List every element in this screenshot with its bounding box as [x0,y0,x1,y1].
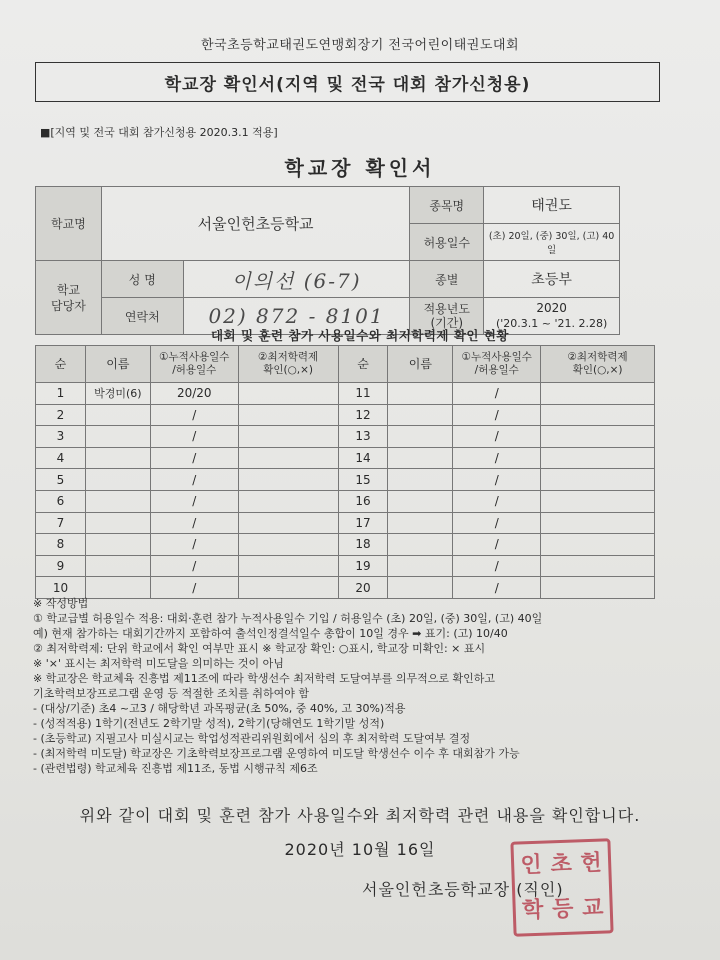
cell-days: / [150,490,238,512]
cell-check [541,447,655,469]
header-name-left: 이름 [85,346,150,383]
cell-check [541,490,655,512]
cell-days: / [150,447,238,469]
cell-check [541,555,655,577]
usage-row [36,404,655,426]
cell-check [238,469,338,491]
note-line: - (대상/기준) 초4 ~고3 / 해당학년 과목평균(초 50%, 중 40%, 고 30%)적용 [33,702,406,715]
form-title-box: 학교장 확인서(지역 및 전국 대회 참가신청용) [35,62,660,102]
cell-name [388,404,453,426]
period-year: 2020 [536,301,567,315]
cell-name [85,469,150,491]
cell-days: / [453,534,541,556]
cell-days: / [453,555,541,577]
cell-name [85,534,150,556]
cell-no: 6 [36,490,86,512]
note-line: - (최저학력 미도달) 학교장은 기초학력보장프로그램 운영하여 미도달 학생선수 이수 후 대회참가 가능 [33,747,520,760]
cell-check [541,534,655,556]
staff-name-value: 이의선 (6-7) [183,261,410,298]
cell-days: / [150,404,238,426]
usage-row [36,490,655,512]
cell-check [238,447,338,469]
cell-name [388,512,453,534]
cell-check [541,426,655,448]
usage-row [36,469,655,491]
cell-name [85,512,150,534]
usage-row [36,512,655,534]
cell-days: / [453,383,541,405]
cell-no: 15 [338,469,388,491]
cell-check [238,404,338,426]
cell-name [388,469,453,491]
cell-check [238,426,338,448]
note-line: 기초학력보장프로그램 운영 등 적절한 조치를 취하여야 함 [33,687,310,700]
cell-no: 14 [338,447,388,469]
seal-char: 교 [581,895,604,922]
note-line: ② 최저학력제: 단위 학교에서 확인 여부만 표시 ※ 학교장 확인: ○표시, 학교장 미확인: × 표시 [33,642,486,655]
association-header: 한국초등학교태권도연맹회장기 전국어린이태권도대회 [200,38,520,53]
header-name-right: 이름 [388,346,453,383]
staff-name-label: 성 명 [101,261,183,298]
cell-no: 8 [36,534,86,556]
usage-header-row [36,346,655,383]
cell-days: / [150,555,238,577]
cell-days: / [453,577,541,599]
cell-name [85,404,150,426]
cell-name [388,447,453,469]
cell-name [388,383,453,405]
cell-name [388,555,453,577]
cell-no: 11 [338,383,388,405]
seal-char: 초 [550,851,573,878]
header-check-left: ②최저학력제 확인(○,×) [238,346,338,383]
cell-name [85,426,150,448]
cell-no: 10 [36,577,86,599]
school-info-table [35,186,620,335]
usage-row [36,383,655,405]
seal-char: 헌 [580,850,603,877]
cell-no: 16 [338,490,388,512]
cell-name [388,426,453,448]
contact-value: 02) 872 - 8101 [183,298,410,335]
header-days-right: ①누적사용일수 /허용일수 [453,346,541,383]
cell-no: 19 [338,555,388,577]
note-line: - (성적적용) 1학기(전년도 2학기말 성적), 2학기(당해연도 1학기말 성적) [33,717,385,730]
cell-days: / [150,534,238,556]
cell-days: / [453,447,541,469]
period-range: ('20.3.1 ~ '21. 2.28) [495,317,608,330]
cell-days: 20/20 [150,383,238,405]
cell-days: / [150,512,238,534]
usage-section-title: 대회 및 훈련 참가 사용일수와 최저학력제 확인 현황 [210,328,510,343]
cell-name [388,534,453,556]
category-value: 초등부 [484,261,620,298]
usage-row [36,534,655,556]
cell-no: 5 [36,469,86,491]
allowed-days-value: (초) 20일, (중) 30일, (고) 40일 [484,224,620,261]
cell-no: 2 [36,404,86,426]
cell-no: 18 [338,534,388,556]
cell-no: 1 [36,383,86,405]
cell-name [388,490,453,512]
cell-days: / [150,469,238,491]
cell-check [238,534,338,556]
school-name-label: 학교명 [36,187,102,261]
cell-no: 7 [36,512,86,534]
school-name-value: 서울인헌초등학교 [101,187,409,261]
cell-days: / [453,490,541,512]
event-value: 태권도 [484,187,620,224]
note-line: 예) 현재 참가하는 대회기간까지 포함하여 출석인정결석일수 총합이 10일 경우 ➡ 표기: (고) 10/40 [33,627,508,640]
cell-check [541,469,655,491]
cell-name: 박경미(6) [85,383,150,405]
cell-check [541,383,655,405]
document-title: 학교장 확인서 [284,156,436,180]
seal-char: 등 [551,896,574,923]
category-label: 종별 [410,261,484,298]
cell-name [85,555,150,577]
cell-days: / [453,469,541,491]
cell-days: / [453,404,541,426]
cell-days: / [453,426,541,448]
cell-check [541,512,655,534]
cell-name [85,490,150,512]
cell-no: 12 [338,404,388,426]
allowed-days-label: 허용일수 [410,224,484,261]
usage-row [36,426,655,448]
contact-label: 연락처 [101,298,183,335]
note-line: ① 학교급별 허용일수 적용: 대회·훈련 참가 누적사용일수 기입 / 허용일수 (초) 20일, (중) 30일, (고) 40일 [33,612,543,625]
cell-check [238,512,338,534]
header-days-left: ①누적사용일수 /허용일수 [150,346,238,383]
instructions [33,596,693,776]
cell-days: / [150,577,238,599]
cell-no: 9 [36,555,86,577]
confirmation-statement: 위와 같이 대회 및 훈련 참가 사용일수와 최저학력 관련 내용을 확인합니다. [79,806,641,825]
cell-days: / [453,512,541,534]
period-label: 적용년도 (기간) [410,298,484,335]
cell-name [85,447,150,469]
note-line: ※ 학교장은 학교체육 진흥법 제11조에 따라 학생선수 최저학력 도달여부를 의무적으로 확인하고 [33,672,495,685]
event-label: 종목명 [410,187,484,224]
form-sub-note: ■[지역 및 전국 대회 참가신청용 2020.3.1 적용] [40,126,278,139]
cell-no: 20 [338,577,388,599]
header-no-right: 순 [338,346,388,383]
cell-no: 17 [338,512,388,534]
usage-table [35,345,655,599]
usage-row [36,555,655,577]
cell-check [238,555,338,577]
note-line: ※ 작성방법 [33,597,89,610]
header-no-left: 순 [36,346,86,383]
seal-char: 학 [521,897,544,924]
staff-label: 학교 담당자 [36,261,102,335]
issue-date: 2020년 10월 16일 [284,840,436,859]
cell-check [238,383,338,405]
cell-check [541,404,655,426]
usage-row [36,447,655,469]
note-line: ※ '×' 표시는 최저학력 미도달을 의미하는 것이 아님 [33,657,284,670]
cell-no: 4 [36,447,86,469]
cell-no: 3 [36,426,86,448]
note-line: - (초등학교) 지필고사 미실시교는 학업성적관리위원회에서 심의 후 최저학력 도달여부 결정 [33,732,471,745]
cell-no: 13 [338,426,388,448]
seal-char: 인 [520,852,543,879]
note-line: - (관련법령) 학교체육 진흥법 제11조, 동법 시행규칙 제6조 [33,762,318,775]
header-check-right: ②최저학력제 확인(○,×) [541,346,655,383]
principal-signature-line: 서울인헌초등학교장 (직인) [362,880,564,899]
cell-days: / [150,426,238,448]
cell-check [238,490,338,512]
